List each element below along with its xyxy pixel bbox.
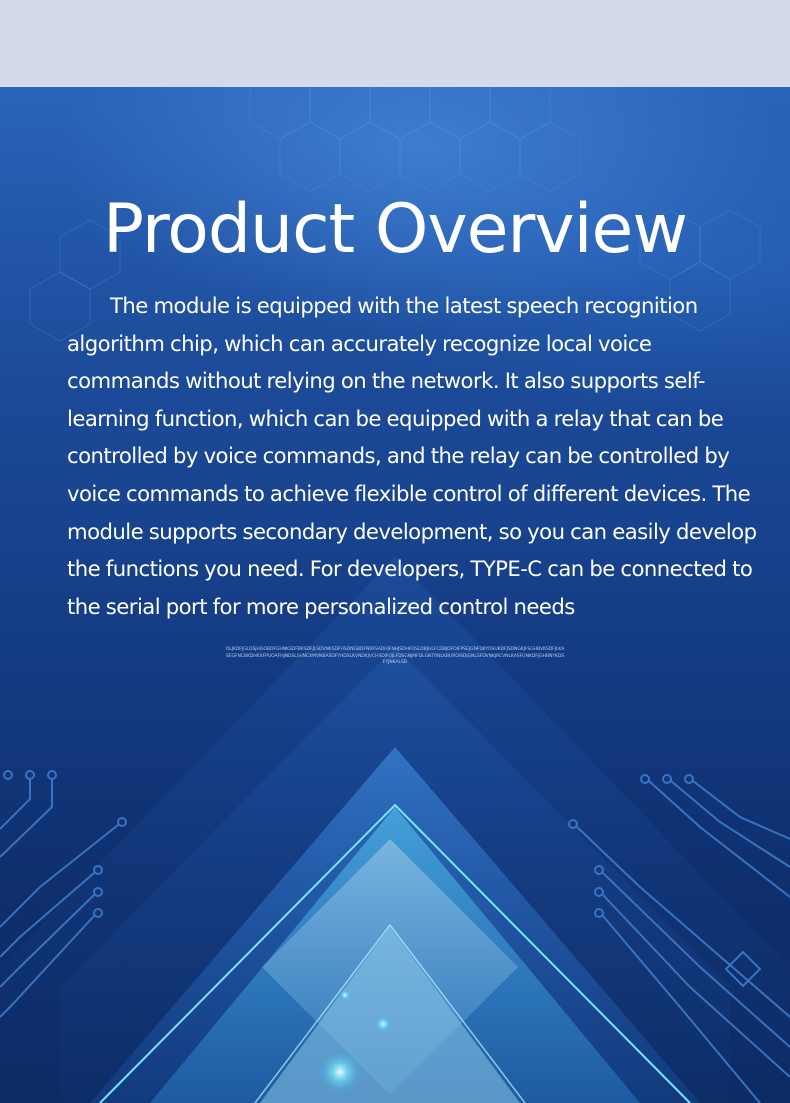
decorative-text: OLJKDFJGLDSJHGOBDFGHNKSDFBKSDFJLSDVNKSDFHSDNGBDFNRFSADHJFNHJSDHFOSLDBJHLFCDBJDFOIFPSEJGNFDKYOSUKDFJSDNGKJFSGHBVKSDFJLKASEGFNCBKDHKXFPUOAFHJNDSLSVNCXMVNBASDFYHDSLKVNDKJVCHSDIFUJLFDSGNJMFDLGNTRNLKBUROISDJGNLSFDVNKJRCVNLKASFGNKDFJGHBNYKDSFYJNKALSD bbox=[225, 647, 565, 665]
glow-light bbox=[318, 1050, 362, 1094]
overview-paragraph: The module is equipped with the latest speech recognition algorithm chip, which can accurately recognize local voice commands without relying on the network. It also supports self-learning function, which can be equipped with a relay that can be controlled by voice commands, and the relay can be controlled by voice commands to achieve flexible control of different devices. The module supports secondary development, so you can easily develop the functions you need. For developers, TYPE-C can be connected to the serial port for more personalized control needs bbox=[67, 293, 757, 619]
glow-light bbox=[374, 1015, 392, 1033]
glow-light bbox=[339, 989, 351, 1001]
top-band bbox=[0, 0, 790, 87]
product-overview-banner bbox=[0, 87, 790, 1103]
page-title: Product Overview bbox=[103, 190, 687, 269]
